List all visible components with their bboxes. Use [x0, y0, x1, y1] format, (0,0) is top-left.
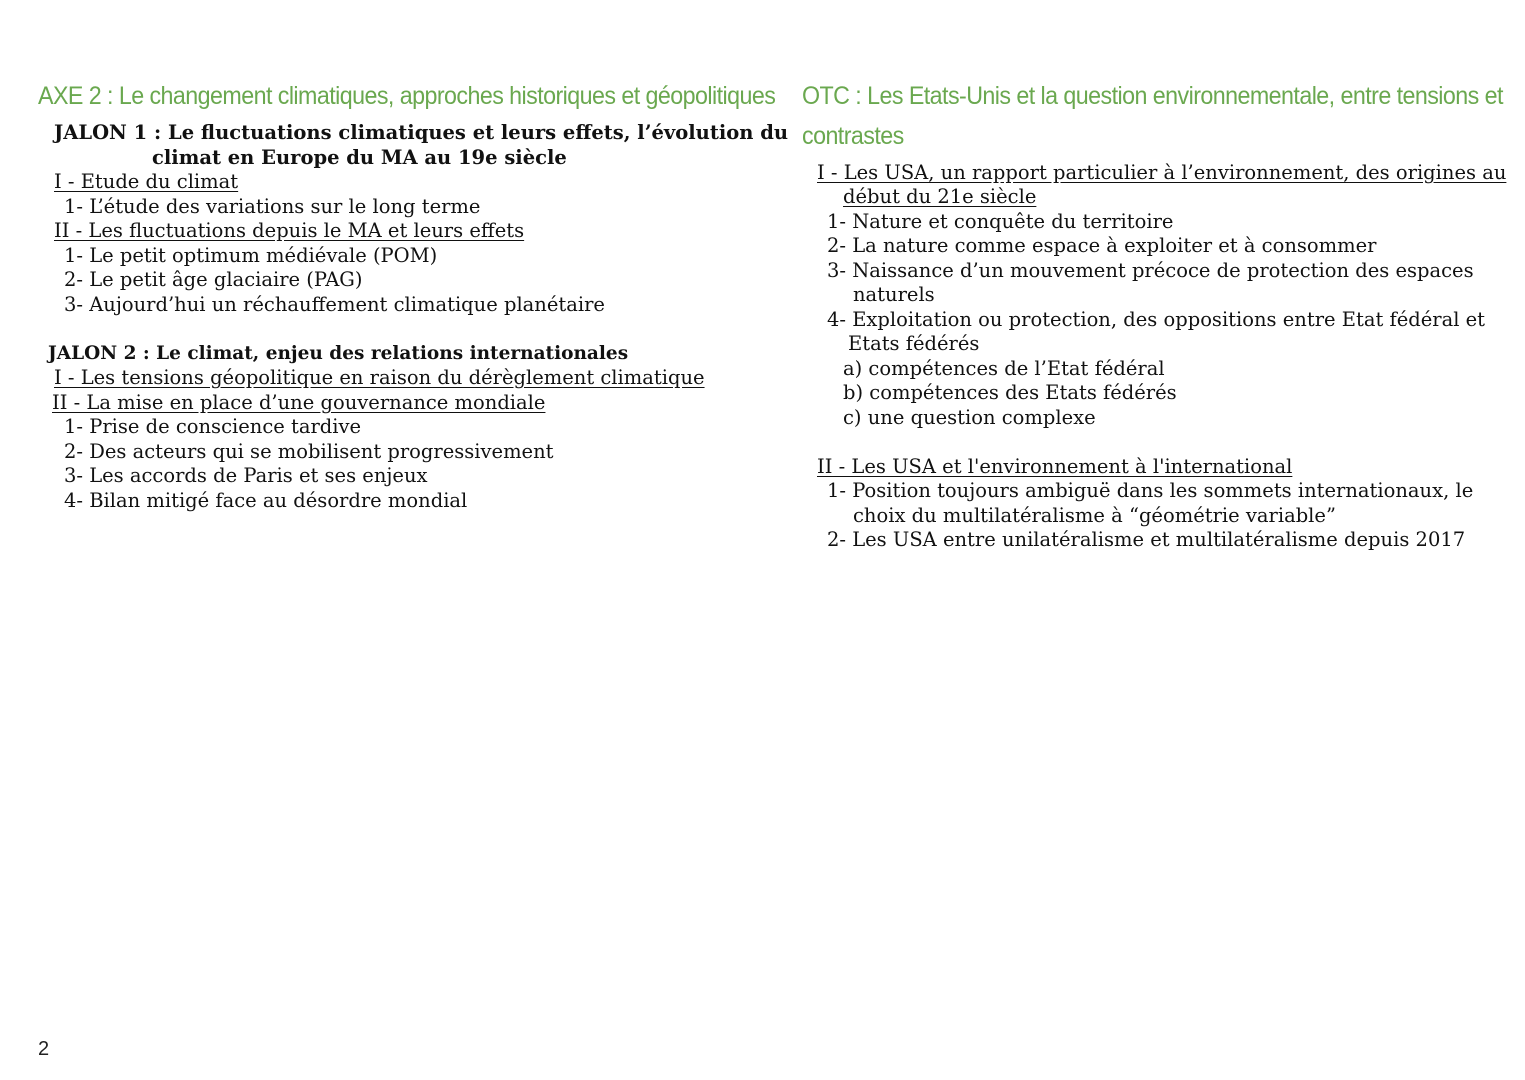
- jalon1-item: 2- Le petit âge glaciaire (PAG): [64, 268, 363, 291]
- otc-subitem: a) compétences de l’Etat fédéral: [843, 357, 1165, 380]
- jalon1-item: 3- Aujourd’hui un réchauffement climatique planétaire: [64, 293, 605, 316]
- otc-section-title: II - Les USA et l'environnement à l'international: [817, 455, 1293, 478]
- otc-subitem: c) une question complexe: [843, 406, 1096, 429]
- otc-item-cont: choix du multilatéralisme à “géométrie variable”: [853, 504, 1336, 527]
- jalon1-title-cont: climat en Europe du MA au 19e siècle: [152, 146, 567, 169]
- otc-section-title: I - Les USA, un rapport particulier à l’environnement, des origines au: [817, 161, 1507, 184]
- jalon2-section-title: I - Les tensions géopolitique en raison du dérèglement climatique: [54, 366, 705, 389]
- jalon1-section-title: II - Les fluctuations depuis le MA et leurs effets: [54, 219, 525, 242]
- otc-subitem: b) compétences des Etats fédérés: [843, 381, 1177, 404]
- otc-item: 2- La nature comme espace à exploiter et à consommer: [827, 234, 1377, 257]
- jalon1-item: 1- L’étude des variations sur le long terme: [64, 195, 481, 218]
- otc-item: 2- Les USA entre unilatéralisme et multilatéralisme depuis 2017: [827, 528, 1466, 551]
- jalon2-section-title: II - La mise en place d’une gouvernance mondiale: [52, 391, 546, 414]
- page-number: 2: [38, 1038, 50, 1060]
- jalon2-item: 3- Les accords de Paris et ses enjeux: [64, 464, 428, 487]
- jalon1-section-title: I - Etude du climat: [54, 170, 239, 193]
- otc-item: 3- Naissance d’un mouvement précoce de protection des espaces: [827, 259, 1474, 282]
- axe-heading: AXE 2 : Le changement climatiques, approches historiques et géopolitiques: [38, 82, 776, 110]
- otc-item: 4- Exploitation ou protection, des oppositions entre Etat fédéral et: [827, 308, 1486, 331]
- jalon2-item: 4- Bilan mitigé face au désordre mondial: [64, 489, 468, 512]
- otc-item-cont: Etats fédérés: [848, 332, 980, 355]
- jalon2-item: 2- Des acteurs qui se mobilisent progressivement: [64, 440, 554, 463]
- otc-heading: OTC : Les Etats-Unis et la question environnementale, entre tensions et: [802, 82, 1503, 110]
- otc-item: 1- Nature et conquête du territoire: [827, 210, 1174, 233]
- otc-item: 1- Position toujours ambiguë dans les sommets internationaux, le: [827, 479, 1474, 502]
- otc-item-cont: naturels: [853, 283, 935, 306]
- otc-section-title-cont: début du 21e siècle: [843, 185, 1037, 208]
- jalon2-title: JALON 2 : Le climat, enjeu des relations internationales: [48, 343, 629, 364]
- jalon2-item: 1- Prise de conscience tardive: [64, 415, 362, 438]
- jalon1-title: JALON 1 : Le fluctuations climatiques et leurs effets, l’évolution du: [54, 121, 789, 144]
- otc-heading-cont: contrastes: [802, 122, 904, 150]
- jalon1-item: 1- Le petit optimum médiévale (POM): [64, 244, 438, 267]
